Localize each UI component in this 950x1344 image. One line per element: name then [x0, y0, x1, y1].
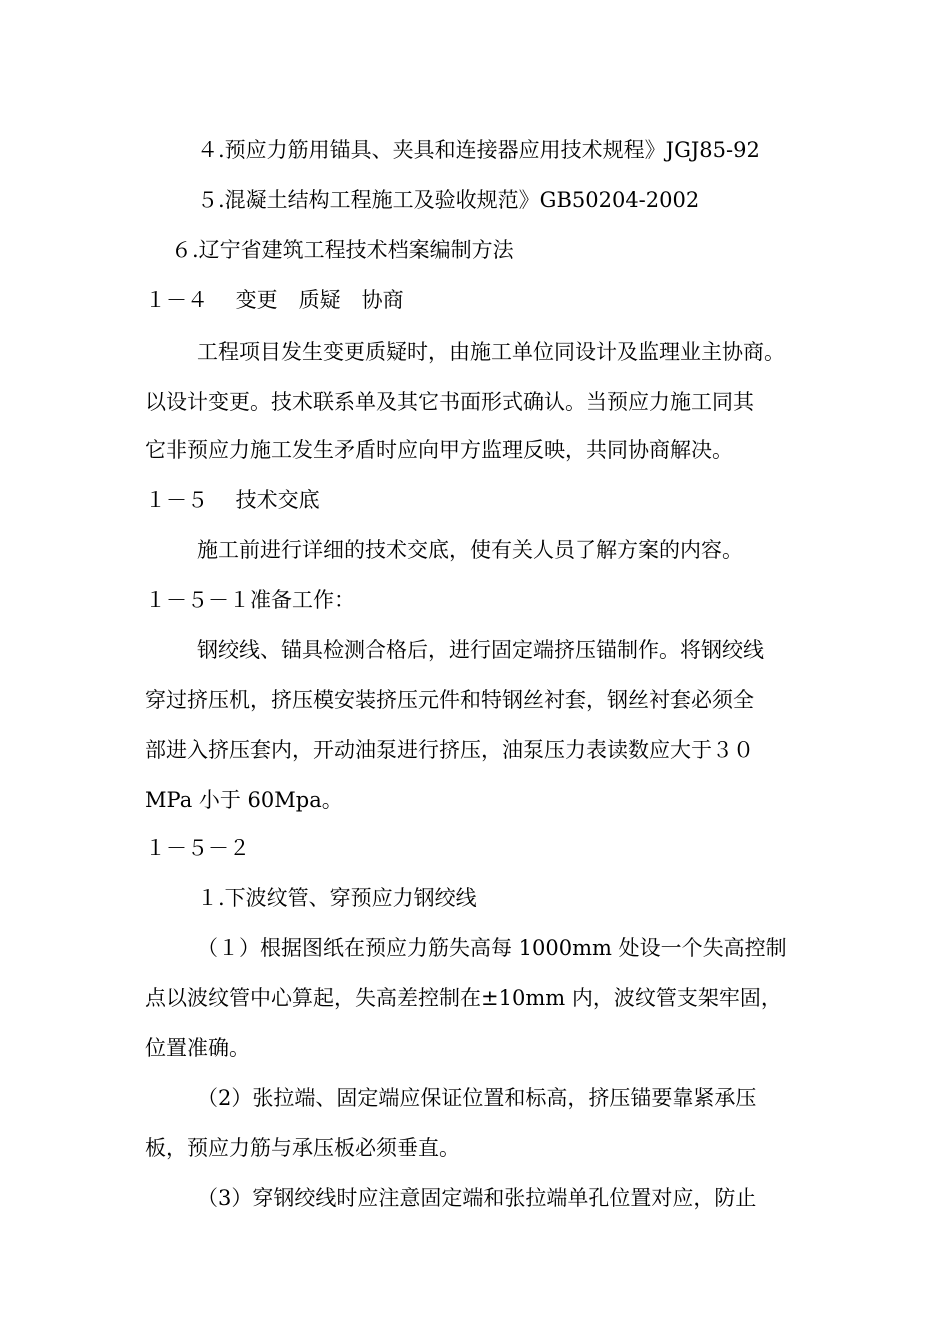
- paragraph-line: 施工前进行详细的技术交底，使有关人员了解方案的内容。: [197, 538, 743, 562]
- reference-item-6: ６.辽宁省建筑工程技术档案编制方法: [171, 238, 514, 262]
- paragraph-line: 穿过挤压机，挤压模安装挤压元件和特钢丝衬套，钢丝衬套必须全: [145, 688, 754, 712]
- reference-item-5: ５.混凝土结构工程施工及验收规范》GB50204-2002: [197, 188, 700, 212]
- paragraph-line: （１）根据图纸在预应力筋失高每 1000mm 处设一个失高控制: [197, 936, 787, 960]
- section-heading-1-4: １－４ 变更 质疑 协商: [145, 288, 404, 312]
- paragraph-line: 位置准确。: [145, 1036, 250, 1060]
- section-heading-1-5: １－５ 技术交底: [145, 488, 320, 512]
- paragraph-line: 工程项目发生变更质疑时，由施工单位同设计及监理业主协商。: [197, 340, 785, 364]
- paragraph-line: 钢绞线、锚具检测合格后，进行固定端挤压锚制作。将钢绞线: [197, 638, 764, 662]
- subsection-heading: １.下波纹管、穿预应力钢绞线: [197, 886, 477, 910]
- paragraph-line: 板，预应力筋与承压板必须垂直。: [145, 1136, 460, 1160]
- paragraph-line: （2）张拉端、固定端应保证位置和标高，挤压锚要靠紧承压: [197, 1086, 757, 1110]
- section-heading-1-5-1: １－５－１准备工作：: [145, 588, 355, 612]
- paragraph-line: MPa 小于 60Mpa。: [145, 788, 343, 812]
- section-heading-1-5-2: １－５－２: [145, 836, 250, 860]
- paragraph-line: 以设计变更。技术联系单及其它书面形式确认。当预应力施工同其: [145, 390, 754, 414]
- paragraph-line: 它非预应力施工发生矛盾时应向甲方监理反映，共同协商解决。: [145, 438, 733, 462]
- paragraph-line: 部进入挤压套内，开动油泵进行挤压，油泵压力表读数应大于３０: [145, 738, 754, 762]
- paragraph-line: 点以波纹管中心算起，失高差控制在±10mm 内，波纹管支架牢固，: [145, 986, 782, 1010]
- paragraph-line: （3）穿钢绞线时应注意固定端和张拉端单孔位置对应，防止: [197, 1186, 757, 1210]
- reference-item-4: ４.预应力筋用锚具、夹具和连接器应用技术规程》JGJ85-92: [197, 138, 760, 162]
